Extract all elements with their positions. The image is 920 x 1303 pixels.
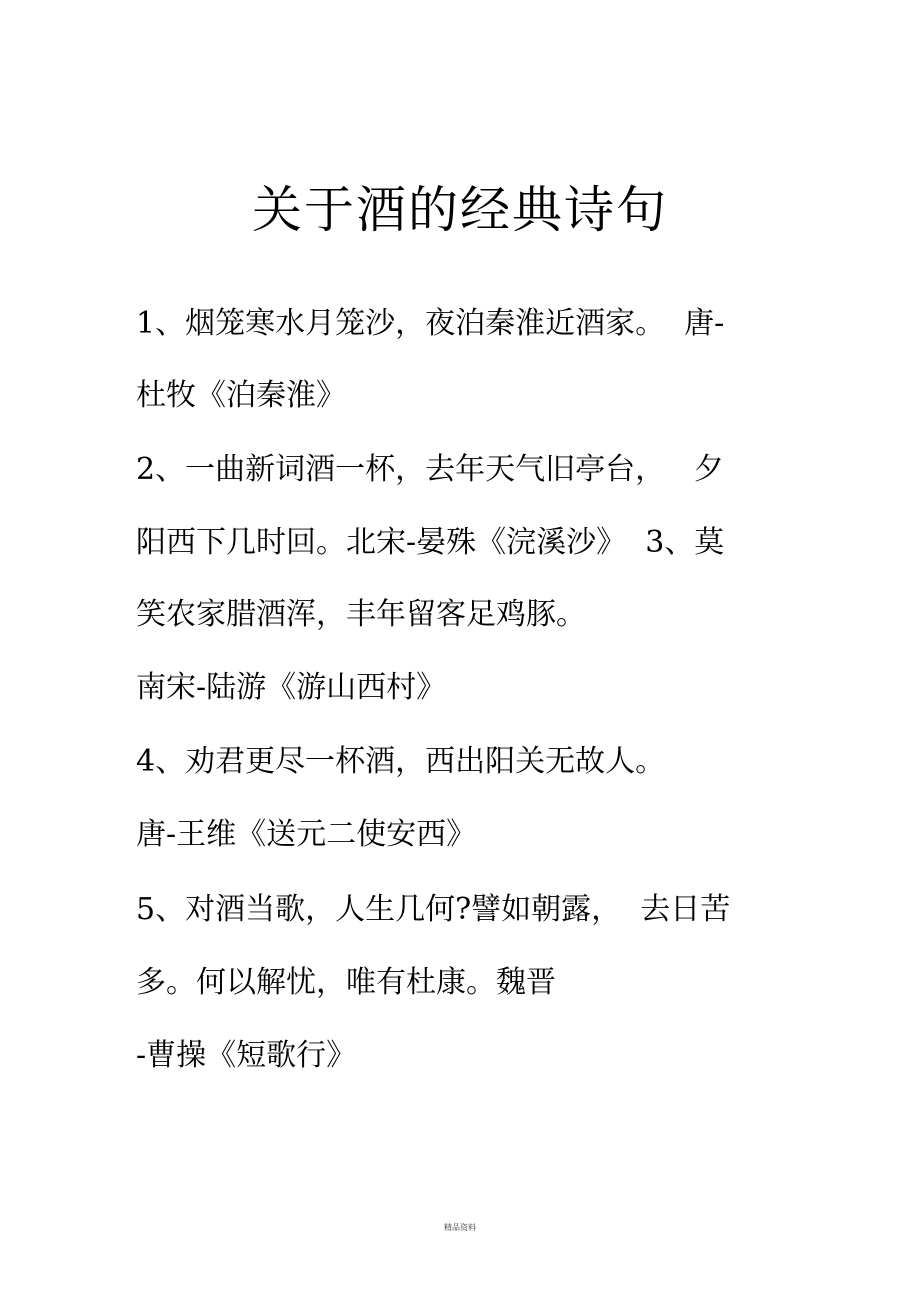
poem-line-5: 笑农家腊酒浑，丰年留客足鸡豚。 xyxy=(136,597,586,632)
poem-line-1: 1、烟笼寒水月笼沙，夜泊秦淮近酒家。 唐- xyxy=(136,306,725,341)
poem-line-3: 2、一曲新词酒一杯，去年天气旧亭台， 夕 xyxy=(136,452,724,487)
poem-line-8: 唐-王维《送元二使安西》 xyxy=(136,817,477,852)
page-title: 关于酒的经典诗句 xyxy=(252,181,668,239)
poem-line-7: 4、劝君更尽一杯酒，西出阳关无故人。 xyxy=(136,744,666,779)
poem-line-2: 杜牧《泊秦淮》 xyxy=(136,378,346,413)
poem-line-6: 南宋-陆游《游山西村》 xyxy=(136,670,447,705)
poem-line-11: -曹操《短歌行》 xyxy=(136,1038,357,1073)
poem-line-9: 5、对酒当歌，人生几何?譬如朝露， 去日苦 xyxy=(136,892,731,927)
poem-line-4: 阳西下几时回。北宋-晏殊《浣溪沙》 3、莫 xyxy=(136,525,725,560)
page-footer: 精品资料 xyxy=(444,1223,476,1232)
poem-line-10: 多。何以解忧，唯有杜康。魏晋 xyxy=(136,965,556,1000)
